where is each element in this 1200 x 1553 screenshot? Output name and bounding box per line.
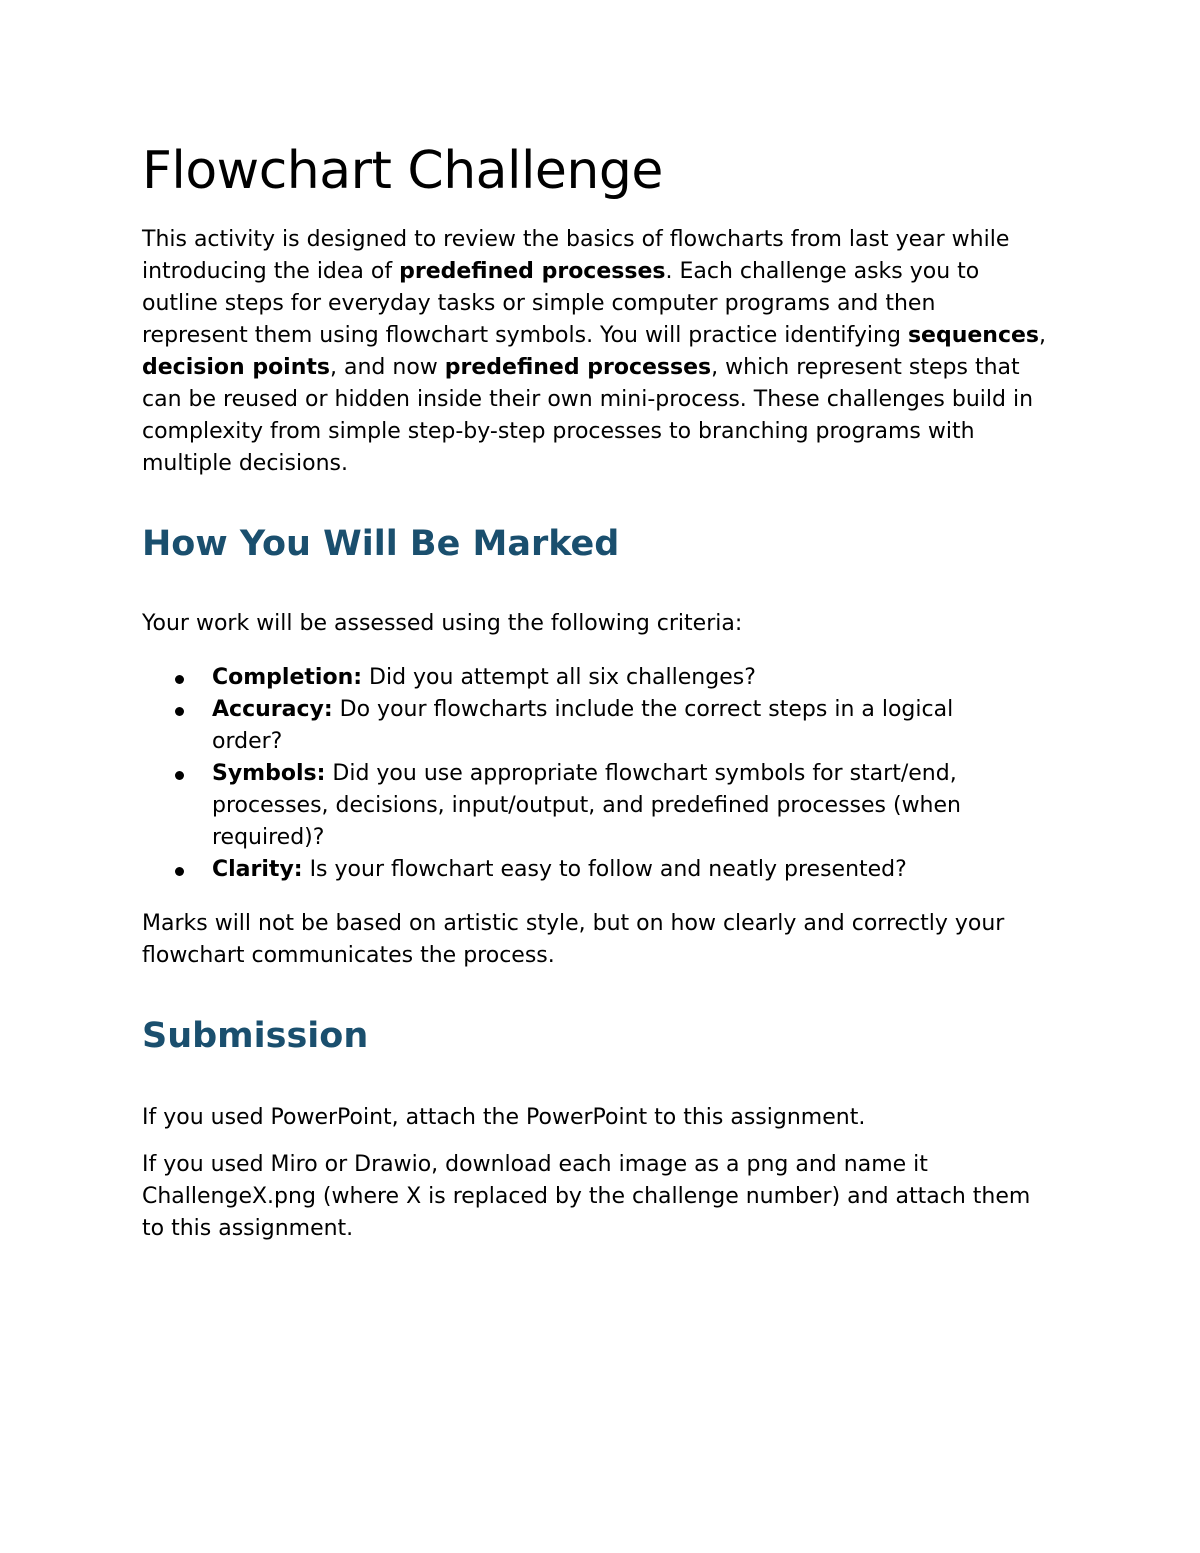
bullet-icon: [175, 675, 184, 684]
intro-text-2: . Each challenge asks you to outline steps for everyday tasks or simple computer programs and then represent them using flowchart symbols. You will practice identifying: [142, 259, 980, 348]
criteria-item-completion: [142, 662, 1022, 694]
criteria-text: Is your flowchart easy to follow and neatly presented?: [302, 857, 907, 882]
criteria-item-accuracy: [142, 694, 1022, 758]
intro-bold-predefined-processes-2: predefined processes: [444, 355, 712, 380]
criteria-item-symbols: [142, 758, 1022, 854]
document-page: [142, 136, 1062, 1245]
intro-bold-sequences: sequences: [907, 323, 1040, 348]
criteria-item-clarity: [142, 854, 1022, 886]
submission-miro-paragraph: If you used Miro or Drawio, download each image as a png and name it ChallengeX.png (where X is replaced by the challenge number) and attach them to this assignment.: [142, 1152, 1031, 1241]
intro-text-4: , and now: [330, 355, 445, 380]
intro-text-1: This activity is designed to review the basics of flowcharts from last year while introducing the idea of: [142, 227, 1010, 284]
criteria-label: Clarity:: [212, 857, 303, 882]
submission-heading: Submission: [142, 1016, 369, 1056]
intro-bold-decision-points: decision points: [142, 355, 330, 380]
bullet-icon: [175, 707, 184, 716]
submission-powerpoint-paragraph: If you used PowerPoint, attach the PowerPoint to this assignment.: [142, 1105, 866, 1130]
criteria-text: Did you attempt all six challenges?: [362, 665, 756, 690]
criteria-lead: Your work will be assessed using the following criteria:: [142, 611, 743, 636]
bullet-icon: [175, 867, 184, 876]
marking-heading: How You Will Be Marked: [142, 524, 620, 564]
marking-closing-paragraph: Marks will not be based on artistic style, but on how clearly and correctly your flowchart communicates the process.: [142, 911, 1005, 968]
criteria-list: [142, 662, 1062, 886]
intro-text-5: , which represent steps that can be reused or hidden inside their own mini-process. These challenges build in complexity from simple step-by-step processes to branching programs with multiple decisions.: [142, 355, 1034, 476]
intro-text-3: ,: [1039, 323, 1047, 348]
criteria-label: Completion:: [212, 665, 363, 690]
page-title: Flowchart Challenge: [142, 141, 663, 201]
criteria-label: Symbols:: [212, 761, 326, 786]
criteria-label: Accuracy:: [212, 697, 333, 722]
intro-bold-predefined-processes: predefined processes: [399, 259, 666, 284]
intro-paragraph: [142, 224, 1047, 480]
criteria-text: Do your flowcharts include the correct steps in a logical order?: [212, 697, 954, 754]
criteria-text: Did you use appropriate flowchart symbols for start/end, processes, decisions, input/output, and predefined processes (when required)?: [212, 761, 961, 850]
bullet-icon: [175, 771, 184, 780]
